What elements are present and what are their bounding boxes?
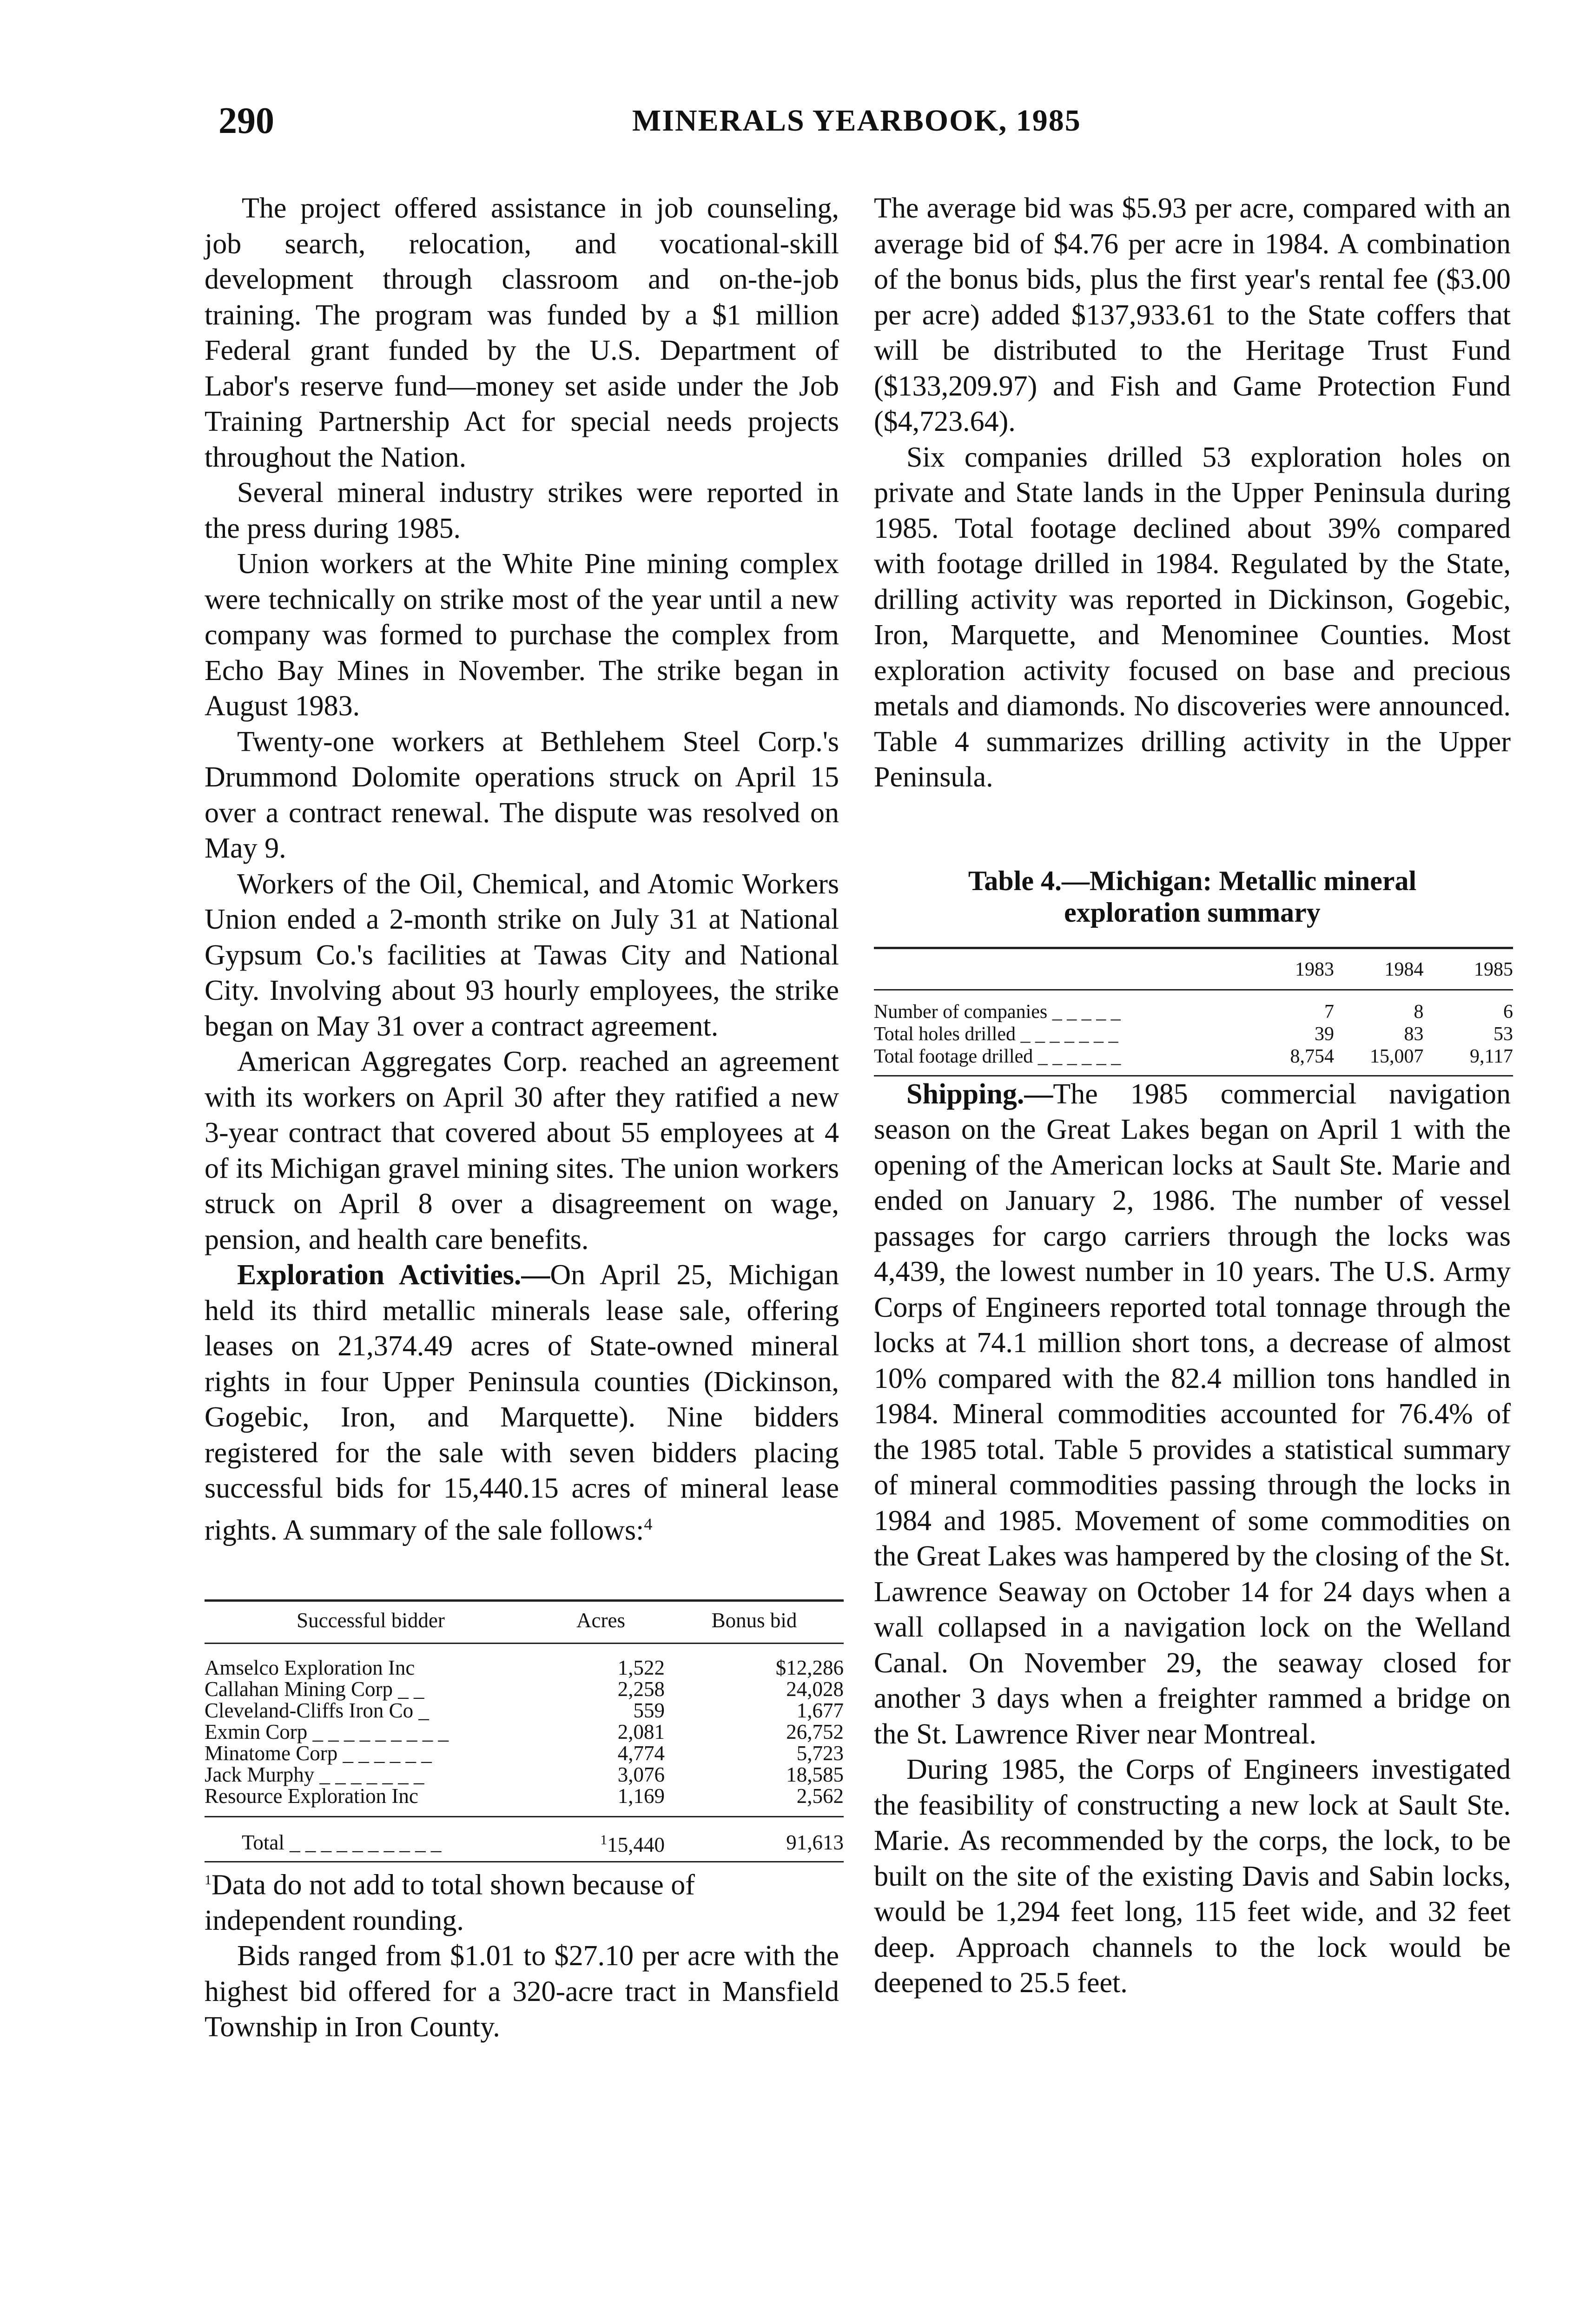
bid-table	[205, 1599, 844, 1862]
table4-title-line1: Table 4.—Michigan: Metallic mineral	[968, 865, 1417, 896]
table-row	[205, 1764, 844, 1785]
table4-row-label: Total footage drilled _ _ _ _ _ _	[874, 1045, 1245, 1076]
table4-value: 8	[1414, 1001, 1424, 1023]
table4-year-1984: 1984	[1334, 948, 1424, 990]
paragraph-average-bid: The average bid was $5.93 per acre, compared with an average bid of $4.76 per acre in 1984. A combination of the bonus bids, plus the first year's rental fee ($3.00 per acre) added $137,933.61 to the State coffers that will be distributed to the Heritage Trust Fund ($133,209.97) and Fish and Game Protection Fund ($4,723.64).	[874, 192, 1511, 437]
table-row	[205, 1743, 844, 1764]
paragraph-strikes-intro: Several mineral industry strikes were reported in the press during 1985.	[205, 477, 839, 544]
shipping-text: The 1985 commercial navigation season on the Great Lakes began on April 1 with the opening of the American locks at Sault Ste. Marie and ended on January 2, 1986. The number of vessel passages for cargo carriers through the locks was 4,439, the lowest number in 10 years. The U.S. Army Corps of Engineers reported total tonnage through the locks at 74.1 million short tons, a decrease of almost 10% compared with the 82.4 million tons handled in 1984. Mineral commodities accounted for 76.4% of the 1985 total. Table 5 provides a statistical summary of mineral commodities passing through the locks in 1984 and 1985. Movement of some commodities on the Great Lakes was hampered by the closing of the St. Lawrence Seaway on October 14 for 24 days when a wall collapsed in a navigation lock on the Welland Canal. On November 29, the seaway closed for another 3 days when a freighter rammed a bridge on the St. Lawrence River near Montreal.	[874, 1078, 1511, 1750]
table4-value: 15,007	[1334, 1045, 1424, 1076]
bidder-bonus: 18,585	[786, 1763, 844, 1786]
bidder-acres: 1,522	[617, 1656, 665, 1679]
table4-value: 9,117	[1424, 1045, 1513, 1076]
total-label: Total _ _ _ _ _ _ _ _ _ _	[205, 1816, 537, 1862]
table4-value: 8,754	[1245, 1045, 1335, 1076]
right-column	[874, 191, 1511, 2001]
table4-value: 7	[1324, 1001, 1334, 1023]
table4-value: 53	[1493, 1023, 1513, 1045]
bidder-acres: 1,169	[617, 1784, 665, 1808]
paragraph-bethlehem: Twenty-one workers at Bethlehem Steel Corp.'s Drummond Dolomite operations struck on April 15 over a contract renewal. The dispute was resolved on May 9.	[205, 726, 839, 864]
bidder-bonus: 5,723	[796, 1741, 844, 1765]
bidder-name: Resource Exploration Inc	[205, 1784, 418, 1808]
total-bonus: 91,613	[665, 1816, 844, 1862]
paragraph-oil-chemical: Workers of the Oil, Chemical, and Atomic Workers Union ended a 2-month strike on July 31 at National Gypsum Co.'s facilities at Tawas City and National City. Involving about 93 hourly employees, the strike began on May 31 over a contract agreement.	[205, 868, 839, 1042]
paragraph-american-aggregates: American Aggregates Corp. reached an agreement with its workers on April 30 after they ratified a new 3-year contract that covered about 55 employees at 4 of its Michigan gravel mining sites. The union workers struck on April 8 over a disagreement on wage, pension, and health care benefits.	[205, 1046, 839, 1255]
table-footnote	[205, 1862, 839, 1939]
bidder-name: Jack Murphy _ _ _ _ _ _ _	[205, 1763, 424, 1786]
table4-title-line2: exploration summary	[1064, 897, 1321, 928]
running-head: MINERALS YEARBOOK, 1985	[632, 104, 1081, 138]
table4-header-blank	[874, 948, 1245, 990]
table4-title	[874, 865, 1511, 928]
paragraph-shipping	[874, 1076, 1511, 1752]
bidder-name: Cleveland-Cliffs Iron Co _	[205, 1698, 429, 1722]
table4-year-1985: 1985	[1424, 948, 1513, 990]
table4-row-label: Total holes drilled _ _ _ _ _ _ _	[874, 1023, 1118, 1045]
footnote-text: Data do not add to total shown because of independent rounding.	[205, 1869, 695, 1936]
page-number: 290	[218, 100, 274, 141]
bidder-name: Amselco Exploration Inc	[205, 1656, 415, 1679]
paragraph-white-pine: Union workers at the White Pine mining complex were technically on strike most of the year until a new company was formed to purchase the complex from Echo Bay Mines in November. The strike began in August 1983.	[205, 548, 839, 722]
bidder-bonus: $12,286	[775, 1656, 844, 1679]
exploration-text: On April 25, Michigan held its third metallic minerals lease sale, offering leases on 21,374.49 acres of State-owned mineral rights in four Upper Peninsula counties (Dickinson, Gogebic, Iron, and Marquette). Nine bidders registered for the sale with seven bidders placing successful bids for 15,440.15 acres of mineral lease rights. A summary of the sale follows:	[205, 1259, 839, 1546]
bidder-bonus: 24,028	[786, 1677, 844, 1701]
exploration-heading: Exploration Activities.—	[237, 1259, 550, 1291]
bidder-name: Exmin Corp _ _ _ _ _ _ _ _ _	[205, 1720, 449, 1743]
paragraph-job-project: The project offered assistance in job counseling, job search, relocation, and vocational-skill development through classroom and on-the-job training. The program was funded by a $1 million Federal grant funded by the U.S. Department of Labor's reserve fund—money set aside under the Job Training Partnership Act for special needs projects throughout the Nation.	[205, 192, 839, 473]
left-column	[205, 191, 844, 2045]
table-row	[205, 1643, 844, 1678]
table-row	[205, 1721, 844, 1743]
table-row	[874, 1023, 1513, 1045]
table4-row-label: Number of companies _ _ _ _ _	[874, 1001, 1121, 1023]
table4-value: 39	[1315, 1023, 1334, 1045]
paragraph-exploration	[205, 1257, 839, 1548]
table-row	[874, 1045, 1513, 1076]
paragraph-drilling: Six companies drilled 53 exploration holes on private and State lands in the Upper Peninsula during 1985. Total footage declined about 39% compared with footage drilled in 1984. Regulated by the State, drilling activity was reported in Dickinson, Gogebic, Iron, Marquette, and Menominee Counties. Most exploration activity focused on base and precious metals and diamonds. No discoveries were announced. Table 4 summarizes drilling activity in the Upper Peninsula.	[874, 441, 1511, 793]
total-acres: 15,440	[607, 1833, 665, 1856]
bidder-acres: 559	[633, 1698, 665, 1722]
bidder-bonus: 2,562	[796, 1784, 844, 1808]
paragraph-bids-range: Bids ranged from $1.01 to $27.10 per acre with the highest bid offered for a 320-acre tract in Mansfield Township in Iron County.	[205, 1940, 839, 2043]
total-footnote-mark: 1	[600, 1832, 608, 1848]
bid-header-bonus: Bonus bid	[665, 1600, 844, 1643]
footnote-mark: 1	[205, 1872, 211, 1888]
paragraph-corps-lock: During 1985, the Corps of Engineers investigated the feasibility of constructing a new lock at Sault Ste. Marie. As recommended by the corps, the lock, to be built on the site of the existing Davis and Sabin locks, would be 1,294 feet long, 115 feet wide, and 32 feet deep. Approach channels to the lock would be deepened to 25.5 feet.	[874, 1754, 1511, 1999]
table4-year-1983: 1983	[1245, 948, 1335, 990]
table4	[874, 947, 1513, 1076]
total-row	[205, 1816, 844, 1862]
table4-value: 6	[1503, 1001, 1513, 1023]
bidder-acres: 2,081	[617, 1720, 665, 1743]
total-acres-cell	[537, 1816, 665, 1862]
bidder-acres: 4,774	[617, 1741, 665, 1765]
shipping-heading: Shipping.—	[906, 1078, 1053, 1110]
table4-value: 83	[1404, 1023, 1424, 1045]
bidder-acres: 2,258	[617, 1677, 665, 1701]
table-row	[205, 1785, 844, 1817]
table-row	[205, 1700, 844, 1721]
bidder-name: Callahan Mining Corp _ _	[205, 1677, 424, 1701]
bidder-acres: 3,076	[617, 1763, 665, 1786]
bidder-bonus: 1,677	[796, 1698, 844, 1722]
bid-header-bidder: Successful bidder	[205, 1600, 537, 1643]
bidder-bonus: 26,752	[786, 1720, 844, 1743]
exploration-footnote-mark: 4	[644, 1514, 653, 1533]
bidder-name: Minatome Corp _ _ _ _ _ _	[205, 1741, 432, 1765]
bid-header-acres: Acres	[537, 1600, 665, 1643]
table-row	[874, 990, 1513, 1023]
table-row	[205, 1678, 844, 1700]
